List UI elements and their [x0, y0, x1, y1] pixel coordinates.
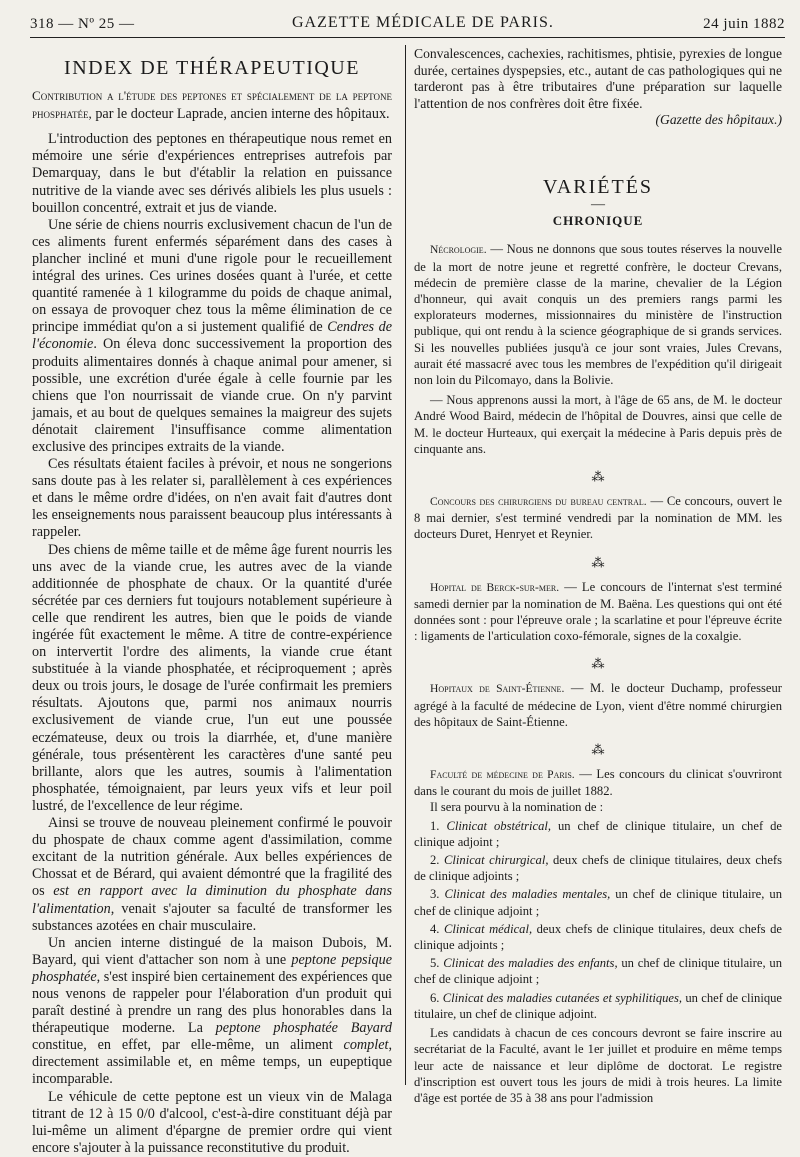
article-title-smallcaps: Contribution a l'étude des peptones et spécialement de la peptone phosphatée, — [32, 88, 392, 122]
list-item — [414, 852, 782, 884]
left-column — [32, 46, 392, 1157]
news-berck-label: Hopital de Berck-sur-mer. — [430, 580, 560, 594]
news-necrologie — [414, 241, 782, 388]
news-saint-etienne-label: Hopitaux de Saint-Étienne. — [430, 682, 565, 696]
separator-stars-1: ⁂ — [591, 469, 605, 485]
list-item-name: Clinicat des maladies mentales, — [444, 887, 611, 902]
list-item-number: 4. — [430, 921, 440, 936]
section-title-index: INDEX DE THÉRAPEUTIQUE — [64, 57, 360, 79]
paragraph-6-text-c: constitue, en effet, par elle-même, un aliment — [32, 1037, 344, 1054]
list-item-number: 5. — [430, 956, 440, 971]
paragraph-6-italic-1: peptone pepsique phosphatée — [32, 951, 392, 985]
list-item-text: deux chefs de clinique titulaires, deux chefs de clinique adjoints ; — [414, 921, 782, 953]
paragraph-6-italic-3: complet — [343, 1037, 389, 1054]
news-berck-text: — Le concours de l'internat s'est terminé samedi dernier par la nomination de M. Baëna. Les questions qui ont été données sont : pour l'épreuve orale ; la scarlatine et pour l'épreuve écrite : ligaments de l'articulation coxo-fémorale, signes de la coxalgie. — [414, 579, 782, 644]
list-item-text: un chef de clinique titulaire, un chef de clinique adjoint ; — [414, 956, 782, 987]
separator-stars-4: ⁂ — [591, 742, 605, 758]
paragraph-4: Des chiens de même taille et de même âge furent nourris les uns avec de la viande crue, les autres avec de la viande additionnée de phosphate de chaux. Or la quantité d'urée sécrétée par ces derniers fut toujours notablement supérieure à celle que rendirent les autres, bien que le poids de viande ingérée fût exactement le même. A titre de contre-expérience on intervertit l'ordre des aliments, la viande crue étant substituée à la viande phosphatée, et réciproquement ; après deux ou trois jours, le dosage de l'urée confirmait les premiers résultats. Ajoutons que, parmi nos animaux nourris exclusivement de viande crue, l'un eut une poussée eczémateuse, deux ou trois la diarrhée, et, d'une manière générale, tous présentèrent les caractères d'une santé peu brillante, alors que les autres, soumis à l'alimentation phosphatée, témoignaient, par leurs yeux vifs et leur poil lustré, de l'excellence de leur régime. — [32, 541, 392, 814]
article-title — [32, 87, 392, 123]
issue-date: 24 juin 1882 — [703, 16, 785, 32]
list-item — [414, 886, 782, 918]
list-item-name: Clinicat des maladies des enfants, — [443, 956, 618, 971]
separator-stars-3: ⁂ — [591, 656, 605, 672]
paragraph-6-text-b: , s'est inspiré bien certainement des expériences que nous venons de rappeler pour l'élaboration d'un produit qui paraît destiné à prendre un rang des plus honorables dans la thérapeutique moderne. La — [32, 968, 392, 1037]
list-item-text: un chef de clinique titulaire, un chef de clinique adjoint ; — [414, 818, 782, 849]
news-berck — [414, 579, 782, 645]
paragraph-2 — [32, 217, 392, 456]
list-item-text: deux chefs de clinique titulaires, deux chefs de clinique adjoints ; — [414, 853, 783, 884]
paragraph-6-italic-2: peptone phosphatée Bayard — [215, 1020, 392, 1037]
list-item-name: Clinicat obstétrical, — [446, 818, 552, 833]
news-deaths: — Nous apprenons aussi la mort, à l'âge de 65 ans, de M. le docteur André Wood Baird, médecin de l'hôpital de Douvres, ainsi que celle de M. le docteur Hurteaux, qui exerçait la médecine à Paris depuis près de cinquante ans. — [414, 393, 782, 456]
page-header — [30, 14, 785, 36]
news-saint-etienne-text: — M. le docteur Duchamp, professeur agrégé à la faculté de médecine de Lyon, vient d'être nommé chirurgien des hôpitaux de Saint-Étienne. — [414, 681, 783, 729]
news-necrologie-label: Nécrologie. — [430, 243, 487, 257]
news-concours-label: Concours des chirurgiens du bureau central. — [430, 495, 647, 509]
news-concours-text: — Ce concours, ouvert le 8 mai dernier, s'est terminé vendredi par la nomination de MM. les docteurs Duret, Henryet et Reynier. — [414, 494, 782, 542]
news-saint-etienne — [414, 680, 782, 730]
paragraph-7: Le véhicule de cette peptone est un vieux vin de Malaga titrant de 12 à 15 0/0 d'alcool, c'est-à-dire constituant déjà par lui-même un aliment d'épargne de premier ordre qui vient encore s'ajouter à la puissance reconstitutive du produit. — [32, 1088, 392, 1156]
list-item-number: 2. — [430, 853, 440, 868]
paragraph-6-text-a: Un ancien interne distingué de la maison Dubois, M. Bayard, qui vient d'attacher son nom à une — [32, 934, 392, 968]
section-title-varietes: VARIÉTÉS — [542, 175, 654, 198]
page-number: 318 — Nº 25 — — [30, 16, 135, 32]
header-rule — [30, 37, 785, 38]
list-item-text: un chef de clinique titulaire, un chef de clinique adjoint. — [414, 990, 783, 1021]
paragraph-2-text-b: . On éleva donc successivement la proportion des produits alimentaires donnés à chaque animal pour amener, si possible, une excrétion d'urée égale à celle fournie par les chiens que l'on nourrissait de viande crue. On n'y parvint jamais, et au bout de quelques semaines la maigreur des sujets dénotait clairement l'insuffisance comme alimentation exclusive des principes extraits de la viande. — [32, 336, 392, 455]
continuation-text: Convalescences, cachexies, rachitismes, phtisie, pyrexies de longue durée, certaines dyspepsies, etc., autant de cas pathologiques qui ne tarderont pas à être tributaires d'une préparation sur laquelle l'attention de nos confrères doit être fixée. — [414, 46, 782, 111]
continuation-paragraph — [414, 46, 782, 129]
paragraph-3: Ces résultats étaient faciles à prévoir, et nous ne songerions sans doute pas à les relater si, parallèlement à ces expériences et dans le même ordre d'idées, on n'en avait fait d'autres dont les enseignements nous paraissent beaucoup plus intéressants à rappeler. — [32, 456, 392, 541]
paragraph-5-italic: est en rapport avec la diminution du phosphate dans l'alimentation — [32, 883, 392, 917]
list-item — [414, 818, 782, 850]
column-divider — [405, 45, 406, 1085]
paragraph-1: L'introduction des peptones en thérapeutique nous remet en mémoire une série d'expériences entreprises autrefois par Demarquay, dans le but d'établir la relation en puissance nutritive de la viande avec ses dérivés alibiels les plus usuels : bouillon concentré, extrait et jus de viande. — [32, 131, 392, 216]
paragraph-5-text-b: , venait s'ajouter sa faculté de transformer les substances azotées en chair musculaire. — [32, 900, 392, 934]
news-faculte-closing: Les candidats à chacun de ces concours devront se faire inscrire au secrétariat de la Faculté, avant le 1er juillet et produire en même temps leur acte de naissance et leur diplôme de doctorat. Le registre d'inscription est ouvert tous les jours de midi à trois heures. La limite d'âge est portée de 35 à 38 ans pour l'admission — [414, 1026, 782, 1105]
list-item-number: 6. — [430, 990, 440, 1005]
paragraph-2-italic: Cendres de l'économie — [32, 319, 392, 353]
title-dash: — — [591, 197, 605, 213]
paragraph-2-text-a: Une série de chiens nourris exclusivement chacun de l'un de ces aliments furent enfermés séparément dans des cases à plancher incliné et muni d'une rigole pour le recueillement intégral des urines. Ces urines dosées quant à l'urée, et cette quantité ramenée à 1 kilogramme du poids de chaque animal, on essaya de provoquer chez tous la même élimination de ce principe immédiat qu'on a si justement qualifié de — [32, 216, 392, 336]
news-faculte-text: — Les concours du clinicat s'ouvriront dans le courant du mois de juillet 1882. — [414, 767, 782, 799]
list-item-name: Clinicat chirurgical, — [444, 853, 549, 868]
list-item — [414, 921, 782, 953]
right-column — [414, 46, 782, 1106]
list-item-name: Clinicat des maladies cutanées et syphilitiques, — [442, 990, 683, 1005]
list-item-number: 3. — [430, 887, 440, 902]
news-faculte — [414, 766, 782, 799]
news-necrologie-text: — Nous ne donnons que sous toutes réserves la nouvelle de la mort de notre jeune et regretté confrère, le docteur Crevans, médecin de première classe de la marine, chevalier de la Légion d'honneur, qui avait conquis un des premiers rangs parmi les explorateurs modernes, missionnaires du ministère de l'instruction publique, qui ont rendu à la science géographique de si grands services. Si les nouvelles publiées jusqu'à ce jour sont vraies, Jules Crevans, aurait été massacré avec tous les membres de l'expédition qu'il dirigeait non loin du Pilcomayo, dans la Bolivie. — [414, 242, 782, 387]
continuation-source: (Gazette des hôpitaux.) — [655, 112, 782, 128]
paragraph-5 — [32, 815, 392, 935]
list-item-text: un chef de clinique titulaire, un chef de clinique adjoint ; — [414, 887, 782, 918]
news-concours-chirurgiens — [414, 493, 782, 543]
paragraph-6 — [32, 935, 392, 1089]
paragraph-6-text-d: , directement assimilable et, en même temps, un eupeptique incomparable. — [32, 1037, 392, 1088]
list-item — [414, 990, 782, 1022]
news-faculte-intro: Il sera pourvu à la nomination de : — [430, 800, 604, 815]
article-title-author: par le docteur Laprade, ancien interne des hôpitaux. — [91, 106, 390, 123]
news-faculte-label: Faculté de médecine de Paris. — [430, 768, 575, 782]
clinicat-list — [414, 818, 782, 1022]
subsection-title-chronique: CHRONIQUE — [552, 213, 644, 229]
list-item — [414, 955, 782, 987]
separator-stars-2: ⁂ — [591, 554, 605, 570]
list-item-number: 1. — [430, 818, 440, 833]
list-item-name: Clinicat médical, — [443, 921, 533, 936]
publication-title: GAZETTE MÉDICALE DE PARIS. — [292, 14, 554, 31]
paragraph-5-text-a: Ainsi se trouve de nouveau pleinement confirmé le pouvoir du phospate de chaux comme agent d'assimilation, comme excitant de la nutrition générale. Aux belles expériences de Chossat et de Bérard, qui avaient démontré que la fragilité des os — [32, 815, 392, 900]
